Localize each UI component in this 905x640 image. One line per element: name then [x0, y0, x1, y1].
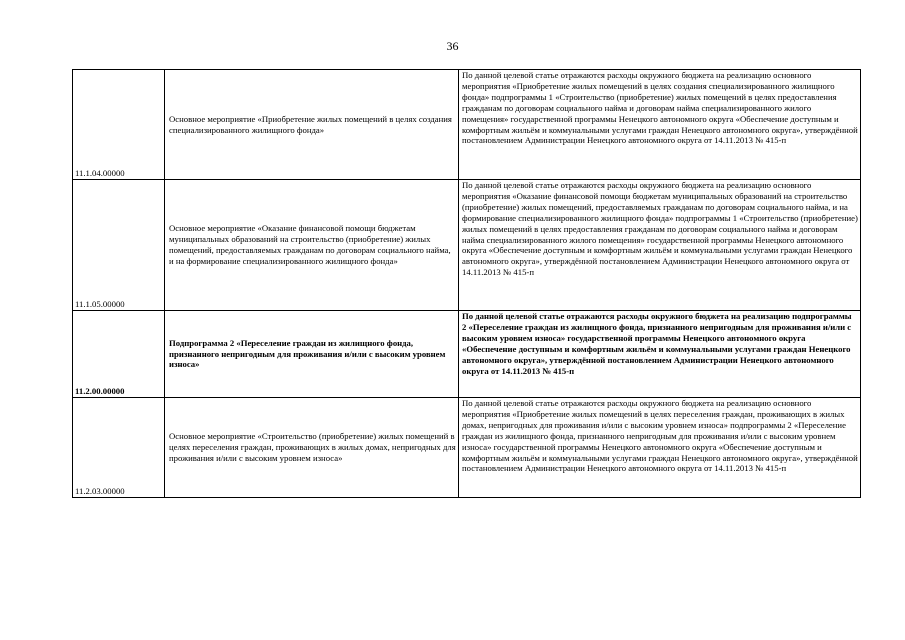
target-article-description: По данной целевой статье отражаются расходы окружного бюджета на реализацию основного мероприятия «Оказание финансовой помощи бюджетам муниципальных образований на строительство (приобретение) жилых помещений, предоставляемых гражданам по договорам социального найма, и на формирование специализированного жилищного фонда» подпрограммы 1 «Строительство (приобретение) жилых помещений в целях предоставления гражданам по договорам социального найма и договорам найма специализированного жилого помещения» государственной программы Ненецкого автономного округа «Обеспечение доступным и комфортным жильём и коммунальными услугами граждан Ненецкого автономного округа», утверждённой постановлением Администрации Ненецкого автономного округа от 14.11.2013 № 415-п [459, 180, 861, 311]
target-article-code: 11.1.05.00000 [73, 180, 165, 311]
table-row [73, 70, 861, 180]
budget-classification-table [72, 69, 861, 498]
target-article-description: По данной целевой статье отражаются расходы окружного бюджета на реализацию основного мероприятия «Приобретение жилых помещений в целях создания специализированного жилищного фонда» подпрограммы 1 «Строительство (приобретение) жилых помещений в целях предоставления гражданам по договорам социального найма и договорам найма специализированного жилого помещения» государственной программы Ненецкого автономного округа «Обеспечение доступным и комфортным жильём и коммунальными услугами граждан Ненецкого автономного округа», утверждённой постановлением Администрации Ненецкого автономного округа от 14.11.2013 № 415-п [459, 70, 861, 180]
target-article-description: По данной целевой статье отражаются расходы окружного бюджета на реализацию основного мероприятия «Приобретение жилых помещений в целях переселения граждан, проживающих в жилых домах, непригодных для проживания и/или с высоким уровнем износа» подпрограммы 2 «Переселение граждан из жилищного фонда, признанного непригодным для проживания и/или с высоким уровнем износа» государственной программы Ненецкого автономного округа «Обеспечение доступным и комфортным жильём и коммунальными услугами граждан Ненецкого автономного округа», утверждённой постановлением Администрации Ненецкого автономного округа от 14.11.2013 № 415-п [459, 398, 861, 498]
target-article-name: Основное мероприятие «Оказание финансовой помощи бюджетам муниципальных образований на строительство (приобретение) жилых помещений, предоставляемых гражданам по договорам социального найма, и на формирование специализированного жилищного фонда» [165, 180, 459, 311]
table-row-subprogram [73, 311, 861, 398]
table-row [73, 398, 861, 498]
target-article-name: Основное мероприятие «Строительство (приобретение) жилых помещений в целях переселения граждан, проживающих в жилых домах, непригодных для проживания и/или с высоким уровнем износа» [165, 398, 459, 498]
target-article-code: 11.1.04.00000 [73, 70, 165, 180]
target-article-name: Основное мероприятие «Приобретение жилых помещений в целях создания специализированного жилищного фонда» [165, 70, 459, 180]
table-row [73, 180, 861, 311]
target-article-code: 11.2.00.00000 [73, 311, 165, 398]
page-number: 36 [446, 39, 459, 53]
target-article-code: 11.2.03.00000 [73, 398, 165, 498]
target-article-description: По данной целевой статье отражаются расходы окружного бюджета на реализацию подпрограммы 2 «Переселение граждан из жилищного фонда, признанного непригодным для проживания и/или с высоким уровнем износа» государственной программы Ненецкого автономного округа «Обеспечение доступным и комфортным жильём и коммунальными услугами граждан Ненецкого автономного округа», утверждённой постановлением Администрации Ненецкого автономного округа от 14.11.2013 № 415-п [459, 311, 861, 398]
target-article-name: Подпрограмма 2 «Переселение граждан из жилищного фонда, признанного непригодным для проживания и/или с высоким уровнем износа» [165, 311, 459, 398]
